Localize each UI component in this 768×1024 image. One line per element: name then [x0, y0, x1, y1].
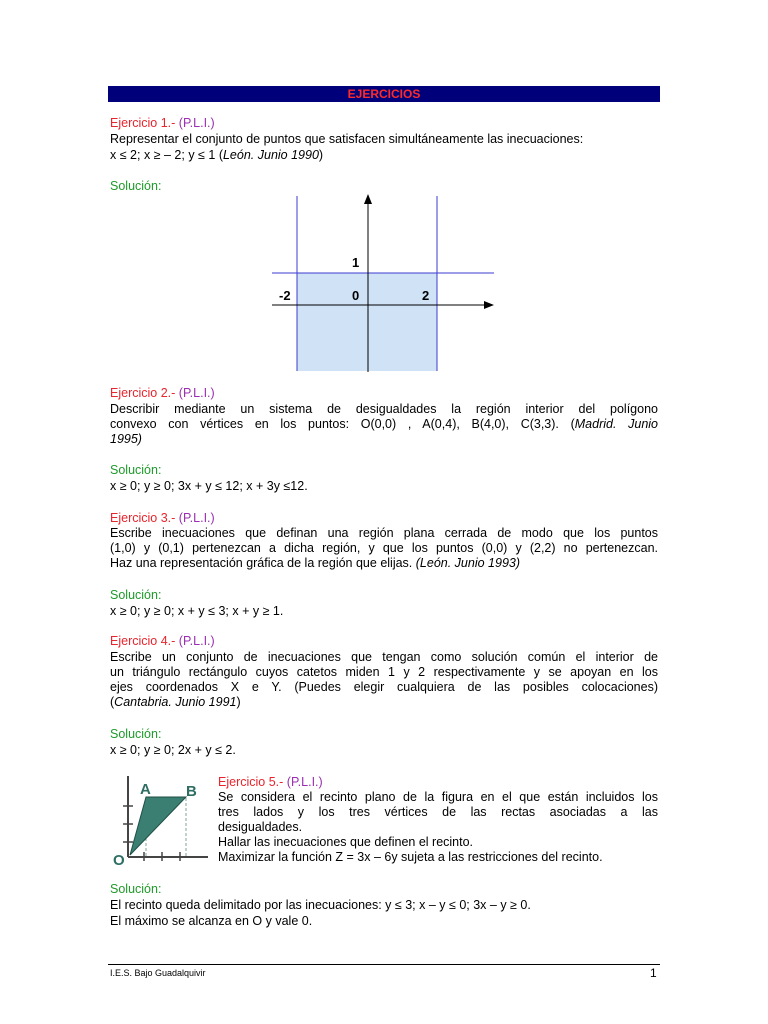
- exercise-5-text-5: Maximizar la función Z = 3x – 6y sujeta a las restricciones del recinto.: [218, 850, 603, 864]
- exercise-5-solution-2: El máximo se alcanza en O y vale 0.: [110, 914, 313, 928]
- x-axis-arrow: [484, 301, 494, 309]
- y-axis-arrow: [364, 194, 372, 204]
- figure-label-a: A: [140, 781, 151, 798]
- exercise-3-text-1: Escribe inecuaciones que definan una región plana cerrada de modo que los puntos: [110, 526, 658, 540]
- label-two: 2: [422, 288, 430, 303]
- exercise-4-tag: (P.L.I.): [178, 634, 215, 648]
- exercise-5-text-2: tres lados y los tres vértices de las rectas asociadas a las: [218, 805, 658, 819]
- exercise-4-solution-label: Solución:: [110, 727, 162, 741]
- exercise-4-text-4-pre: (: [110, 695, 115, 709]
- figure-label-o: O: [113, 852, 125, 868]
- exercise-2-solution: x ≥ 0; y ≥ 0; 3x + y ≤ 12; x + 3y ≤12.: [110, 479, 308, 493]
- exercise-2-solution-label: Solución:: [110, 463, 162, 477]
- exercise-1-text-1: Representar el conjunto de puntos que satisfacen simultáneamente las inecuaciones:: [110, 132, 584, 146]
- exercise-5-tag: (P.L.I.): [286, 775, 323, 789]
- exercise-4-text-3: ejes coordenados X e Y. (Puedes elegir cualquiera de las posibles colocaciones): [110, 680, 658, 694]
- exercise-4-source: Cantabria. Junio 1991: [114, 695, 237, 709]
- footer-rule: [108, 964, 660, 965]
- exercise-4-text-4-post: ): [236, 695, 241, 709]
- solution-region: [297, 273, 437, 371]
- exercise-3-text-3-pre: Haz una representación gráfica de la región que elijas.: [110, 556, 413, 570]
- exercise-5-text-1: Se considera el recinto plano de la figura en el que están incluidos los: [218, 790, 658, 804]
- label-zero: 0: [352, 288, 360, 303]
- exercise-2-heading: [110, 386, 658, 401]
- exercise-1-text-2-pre: x ≤ 2; x ≥ – 2; y ≤ 1 (: [110, 148, 223, 162]
- figure-label-b: B: [186, 783, 197, 800]
- exercise-1-text-2-post: ): [318, 148, 324, 162]
- exercise-4-text-1: Escribe un conjunto de inecuaciones que tengan como solución común el interior de: [110, 650, 658, 664]
- exercise-1-source: León. Junio 1990: [222, 148, 319, 162]
- exercise-4-title: Ejercicio 4.-: [110, 634, 176, 648]
- exercise-3-heading: [110, 511, 658, 526]
- page-number: 1: [650, 966, 657, 980]
- exercise-4-text-4: [110, 695, 658, 710]
- exercise-2-source: Madrid. Junio: [574, 417, 658, 431]
- exercise-2-source-year: 1995): [110, 432, 142, 446]
- exercise-3-solution-label: Solución:: [110, 588, 162, 602]
- exercise-1-tag: (P.L.I.): [178, 116, 215, 130]
- exercise-3-text-2: (1,0) y (0,1) pertenezcan a dicha región, y que los puntos (0,0) y (2,2) no pertenezcan.: [110, 541, 658, 555]
- section-banner: EJERCICIOS: [108, 86, 660, 102]
- exercise-4-heading: [110, 634, 658, 649]
- exercise-1-text-2: [110, 148, 658, 163]
- exercise-1-heading: [110, 116, 658, 131]
- figure-region: [130, 797, 186, 855]
- label-minus-two: -2: [279, 288, 291, 303]
- exercise-1-graph: [270, 192, 502, 374]
- exercise-5-heading: [218, 775, 658, 790]
- footer-school: I.E.S. Bajo Guadalquivir: [110, 968, 206, 978]
- exercise-5-solution-1: El recinto queda delimitado por las inecuaciones: y ≤ 3; x – y ≤ 0; 3x – y ≥ 0.: [110, 898, 531, 912]
- exercise-3-title: Ejercicio 3.-: [110, 511, 176, 525]
- exercise-3-solution: x ≥ 0; y ≥ 0; x + y ≤ 3; x + y ≥ 1.: [110, 604, 284, 618]
- exercise-2-title: Ejercicio 2.-: [110, 386, 176, 400]
- exercise-2-tag: (P.L.I.): [178, 386, 215, 400]
- exercise-2-text-1: Describir mediante un sistema de desigualdades la región interior del polígono: [110, 402, 658, 416]
- exercise-1-title: Ejercicio 1.-: [110, 116, 176, 130]
- exercise-4-solution: x ≥ 0; y ≥ 0; 2x + y ≤ 2.: [110, 743, 236, 757]
- exercise-3-tag: (P.L.I.): [178, 511, 215, 525]
- exercise-2-text-2: [110, 417, 658, 432]
- label-one: 1: [352, 255, 360, 270]
- exercise-2-text-2-pre: convexo con vértices en los puntos: O(0,0) , A(0,4), B(4,0), C(3,3). (: [110, 417, 575, 431]
- exercise-3-text-3: [110, 556, 658, 571]
- exercise-5-title: Ejercicio 5.-: [218, 775, 284, 789]
- exercise-5-text-4: Hallar las inecuaciones que definen el recinto.: [218, 835, 474, 849]
- exercise-5-solution-label: Solución:: [110, 882, 162, 896]
- exercise-5-figure: [110, 772, 212, 868]
- exercise-5-text-3: desigualdades.: [218, 820, 303, 834]
- exercise-4-text-2: un triángulo rectángulo cuyos catetos miden 1 y 2 respectivamente y se apoyan en los: [110, 665, 658, 679]
- exercise-1-solution-label: Solución:: [110, 179, 162, 193]
- exercise-3-source: (León. Junio 1993): [415, 556, 521, 570]
